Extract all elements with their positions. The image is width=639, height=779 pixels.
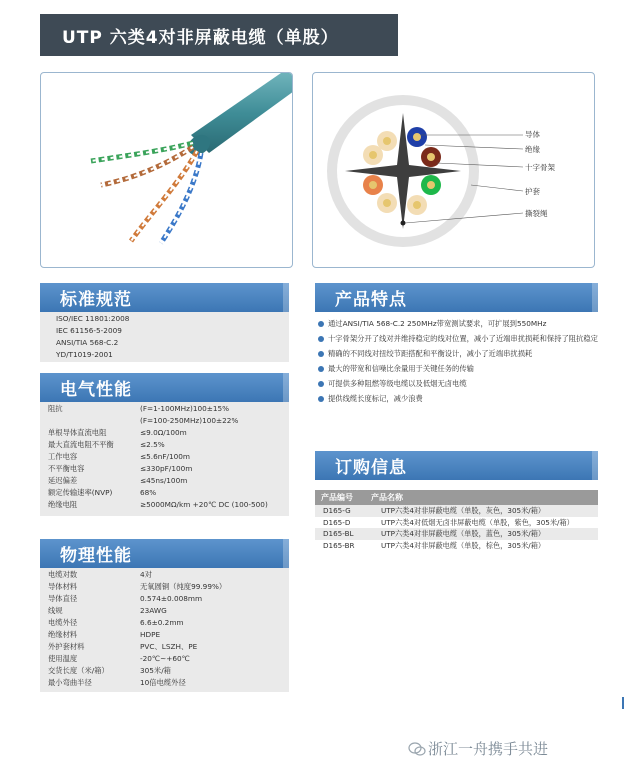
order-table-header bbox=[315, 490, 598, 505]
label-conductor: 导体 bbox=[525, 130, 540, 139]
feature-item: 可提供多种阻燃等级电缆以及低烟无卤电缆 bbox=[318, 378, 603, 390]
label-cross-spline: 十字骨架 bbox=[525, 163, 555, 172]
features-heading-bar bbox=[315, 283, 598, 312]
feature-item: 最大的带宽和信噪比余量用于关键任务的传输 bbox=[318, 363, 603, 375]
table-row: 绝缘电阻 ≥5000MΩ/km +20℃ DC (100-500) bbox=[48, 500, 268, 509]
standards-panel bbox=[40, 312, 289, 362]
table-row: 不平衡电容 ≤330pF/100m bbox=[48, 464, 193, 473]
page-title: UTP 六类4对非屏蔽电缆（单股） bbox=[62, 28, 339, 48]
physical-heading: 物理性能 bbox=[60, 546, 132, 566]
order-col-code: 产品编号 bbox=[321, 493, 353, 502]
table-row: D165-BR UTP六类4对非屏蔽电缆（单股，棕色，305米/箱） bbox=[323, 540, 546, 550]
feature-item: 精确的不同线对扭绞节距搭配和平衡设计，减小了近端串扰损耗 bbox=[318, 348, 603, 360]
table-row: 单根导体直流电阻 ≤9.0Ω/100m bbox=[48, 428, 187, 437]
standard-item: YD/T1019-2001 bbox=[56, 350, 113, 359]
order-table-body bbox=[315, 505, 598, 551]
label-jacket: 护套 bbox=[525, 187, 540, 196]
cable-photo-illustration bbox=[41, 73, 293, 268]
order-table bbox=[315, 490, 598, 551]
features-list bbox=[318, 318, 603, 408]
feature-item: 十字骨架分开了线对并维持稳定的线对位置，减小了近端串扰损耗和保持了阻抗稳定 bbox=[318, 333, 603, 345]
page-title-bar bbox=[40, 14, 398, 56]
electrical-table bbox=[40, 402, 289, 516]
wechat-icon bbox=[408, 742, 426, 756]
standards-heading-bar bbox=[40, 283, 289, 312]
physical-table: 电缆对数 4对 导体材料 无氧圆铜（纯度99.99%） 导体直径 0.574±0.008mm 线规 23AWG 电缆外径 6.6±0.2mm 绝缘材料 HDPE 外护套材料 PVC、LSZH、PE 使用温度 -20℃~+60℃ 交货长度（米/箱） 305米/箱 最小弯曲半径 10倍电缆外径 bbox=[40, 568, 289, 692]
watermark-text: 浙江一舟携手共进 bbox=[428, 740, 549, 758]
electrical-heading-bar bbox=[40, 373, 289, 402]
feature-item: 提供线缆长度标记，减少浪费 bbox=[318, 393, 603, 405]
edge-marker bbox=[622, 697, 624, 709]
table-row: 延迟偏差 ≤45ns/100m bbox=[48, 476, 188, 485]
label-rip-cord: 撕裂绳 bbox=[525, 209, 548, 218]
table-row: (F=100-250MHz)100±22% bbox=[140, 416, 239, 425]
standard-item: IEC 61156-5-2009 bbox=[56, 326, 122, 335]
order-heading-bar bbox=[315, 451, 598, 480]
table-row: 阻抗 (F=1-100MHz)100±15% bbox=[48, 404, 230, 413]
table-row: 工作电容 ≤5.6nF/100m bbox=[48, 452, 191, 461]
standards-heading: 标准规范 bbox=[60, 290, 132, 310]
table-row: 最大直流电阻不平衡 ≤2.5% bbox=[48, 440, 165, 449]
feature-item: 通过ANSI/TIA 568-C.2 250MHz带宽测试要求，可扩展到550MHz bbox=[318, 318, 603, 330]
order-col-name: 产品名称 bbox=[371, 493, 403, 502]
table-row: D165-G UTP六类4对非屏蔽电缆（单股，灰色，305米/箱） bbox=[315, 505, 598, 517]
table-row: 额定传输速率(NVP) 68% bbox=[48, 488, 157, 497]
standard-item: ANSI/TIA 568-C.2 bbox=[56, 338, 119, 347]
order-heading: 订购信息 bbox=[335, 458, 407, 478]
standard-item: ISO/IEC 11801:2008 bbox=[56, 314, 130, 323]
cross-section-diagram bbox=[312, 72, 595, 268]
cable-photo bbox=[40, 72, 293, 268]
features-heading: 产品特点 bbox=[335, 290, 407, 310]
table-row: D165-D UTP六类4对低烟无卤非屏蔽电缆（单股，紫色，305米/箱） bbox=[323, 517, 574, 527]
electrical-heading: 电气性能 bbox=[60, 380, 132, 400]
label-insulation: 绝缘 bbox=[525, 145, 540, 154]
table-row: D165-BL UTP六类4对非屏蔽电缆（单股，蓝色，305米/箱） bbox=[315, 528, 598, 540]
physical-heading-bar bbox=[40, 539, 289, 568]
